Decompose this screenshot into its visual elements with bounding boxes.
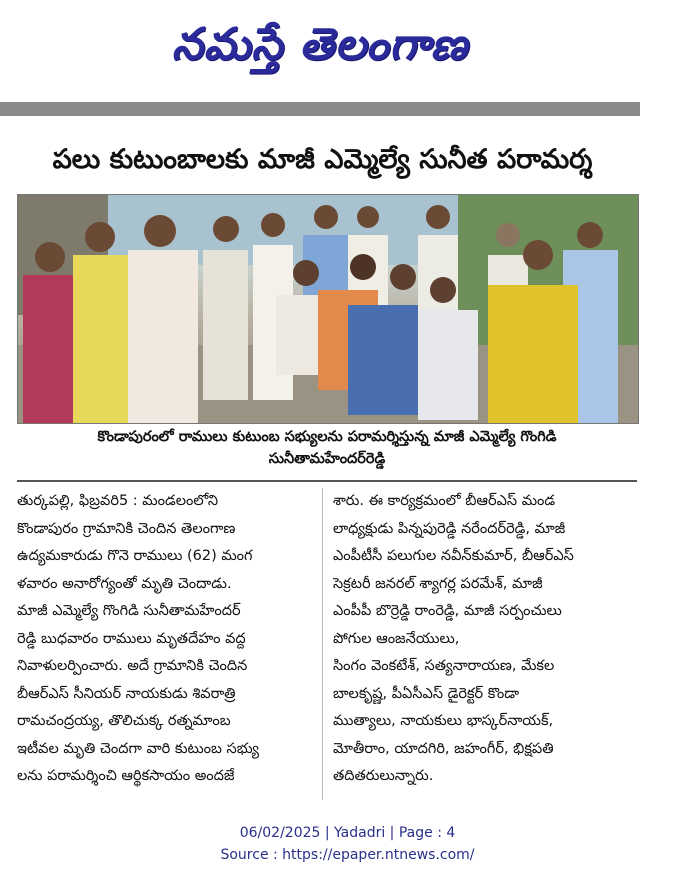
article-line: మోతీరాం, యాదగిరి, జహంగీర్, భిక్షపతి [333, 740, 554, 757]
article-line: శారు. ఈ కార్యక్రమంలో బీఆర్‌ఎస్ మండ [333, 493, 556, 509]
article-line: ముత్యాలు, నాయకులు భాస్కర్‌నాయక్, [333, 713, 554, 729]
caption-divider [17, 480, 637, 482]
article-line: బీఆర్‌ఎస్ సీనియర్ నాయకుడు శివరాత్రి [17, 685, 236, 702]
article-line: తదితరులున్నారు. [333, 768, 434, 784]
edition-info: 06/02/2025 | Yadadri | Page : 4 [239, 825, 456, 841]
newspaper-logo: నమస్తే తెలంగాణ [171, 19, 469, 70]
article-column-left [17, 488, 317, 791]
article-line: బాలకృష్ణ, పీఏసీఎస్ డైరెక్టర్ కొండా [333, 685, 520, 702]
article-line: పోగుల ఆంజనేయులు, [333, 630, 460, 647]
photo-illustration [18, 195, 638, 423]
article-line: తుర్కపల్లి, ఫిబ్రవరి5 : మండలంలోని [17, 493, 219, 509]
article-line: ఎంపీపీ బొర్రెడ్డి రాంరెడ్డి, మాజీ సర్పంచులు [333, 603, 562, 619]
article-line: మాజీ ఎమ్మెల్యే గొంగిడి సునీతామహేందర్ [17, 603, 241, 619]
column-separator [322, 488, 323, 800]
article-line: లాధ్యక్షుడు పిన్నపురెడ్డి నరేందర్‌రెడ్డి, మాజీ [333, 520, 566, 537]
article-line: నివాళులర్పించారు. అదే గ్రామానికి చెందిన [17, 658, 248, 674]
article-line: సింగం వెంకటేశ్, సత్యనారాయణ, మేకల [333, 658, 555, 674]
article-line: ఉద్యమకారుడు గొనె రాములు (62) మంగ [17, 548, 253, 564]
news-photo [17, 194, 639, 424]
article-line: కొండాపురం గ్రామానికి చెందిన తెలంగాణ [17, 520, 236, 537]
photo-caption-line-2: సునీతామహేందర్‌రెడ్డి [268, 451, 386, 467]
photo-caption-line-1: కొండాపురంలో రాములు కుటుంబ సభ్యులను పరామర్శిస్తున్న మాజీ ఎమ్మెల్యే గొంగిడి [97, 429, 557, 445]
masthead [0, 0, 640, 100]
article-column-right [333, 488, 633, 791]
source-link[interactable]: Source : https://epaper.ntnews.com/ [220, 847, 475, 863]
photo-caption [17, 426, 637, 476]
article-line: ఎంపీటీసీ పలుగుల నవీన్‌కుమార్, బీఆర్‌ఎస్ [333, 548, 574, 564]
article-line: రెడ్డి బుధవారం రాములు మృతదేహం వద్ద [17, 630, 246, 647]
article-line: రామచంద్రయ్య, తొలిచుక్క రత్నమాంబ [17, 713, 231, 729]
article-line: ళవారం అనారోగ్యంతో మృతి చెందాడు. [17, 575, 232, 592]
page-footer [0, 822, 695, 866]
article-headline: పలు కుటుంబాలకు మాజీ ఎమ్మెల్యే సునీత పరామర్శ [52, 144, 593, 175]
article-line: లను పరామర్శించి ఆర్థికసాయం అందజే [17, 768, 235, 784]
header-rule [0, 102, 640, 116]
article-line: సెక్రటరీ జనరల్ శ్యాగర్ల పరమేశ్, మాజీ [333, 575, 543, 592]
article-line: ఇటీవల మృతి చెందగా వారి కుటుంబ సభ్యు [17, 740, 260, 757]
